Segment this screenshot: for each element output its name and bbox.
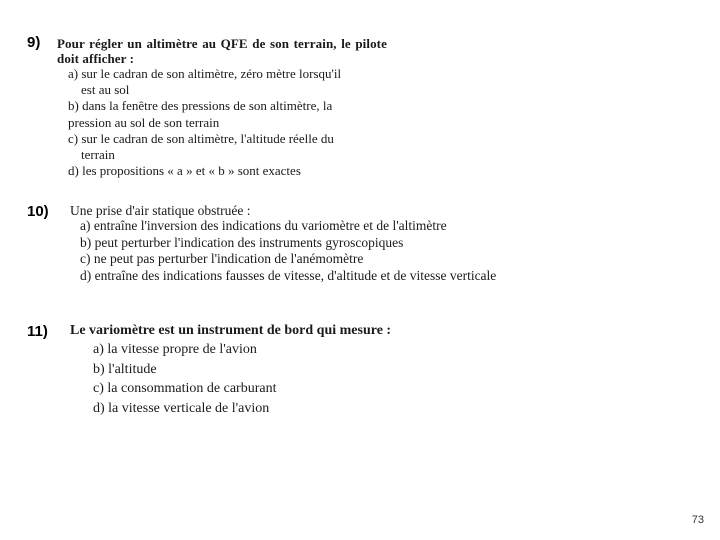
answer-10a: a) entraîne l'inversion des indications du variomètre et de l'altimètre — [80, 218, 447, 233]
answer-9b-cont: pression au sol de son terrain — [68, 114, 220, 130]
answer-11b: b) l'altitude — [93, 361, 157, 377]
question-9-number: 9) — [27, 34, 41, 51]
question-11 — [70, 323, 470, 418]
answer-11c: c) la consommation de carburant — [93, 381, 277, 396]
answer-9b: b) dans la fenêtre des pressions de son altimètre, la — [68, 98, 333, 114]
answer-9d: d) les propositions « a » et « b » sont exactes — [68, 163, 301, 179]
question-10-stem: Une prise d'air statique obstruée : — [70, 203, 251, 218]
answer-9a: a) sur le cadran de son altimètre, zéro mètre lorsqu'il — [68, 66, 342, 81]
question-9 — [57, 36, 387, 179]
answer-10d: d) entraîne des indications fausses de vitesse, d'altitude et de vitesse verticale — [80, 267, 497, 283]
answer-9c: c) sur le cadran de son altimètre, l'altitude réelle du — [68, 130, 334, 146]
question-9-stem: Pour régler un altimètre au QFE de son terrain, le pilote doit afficher : — [57, 36, 387, 66]
answer-10c: c) ne peut pas perturber l'indication de l'anémomètre — [80, 251, 364, 266]
question-11-answers — [70, 340, 470, 418]
answer-10b: b) peut perturber l'indication des instruments gyroscopiques — [80, 234, 404, 250]
answer-9a-cont: est au sol — [81, 82, 130, 98]
question-10 — [70, 203, 550, 284]
question-10-answers — [70, 218, 550, 284]
question-10-number: 10) — [27, 203, 49, 220]
answer-9c-cont: terrain — [81, 147, 115, 163]
question-11-number: 11) — [27, 323, 48, 340]
page-number: 73 — [691, 514, 704, 526]
question-9-answers — [57, 66, 387, 179]
answer-11a: a) la vitesse propre de l'avion — [93, 342, 257, 357]
answer-11d: d) la vitesse verticale de l'avion — [93, 400, 270, 416]
question-11-stem: Le variomètre est un instrument de bord qui mesure : — [70, 323, 392, 338]
